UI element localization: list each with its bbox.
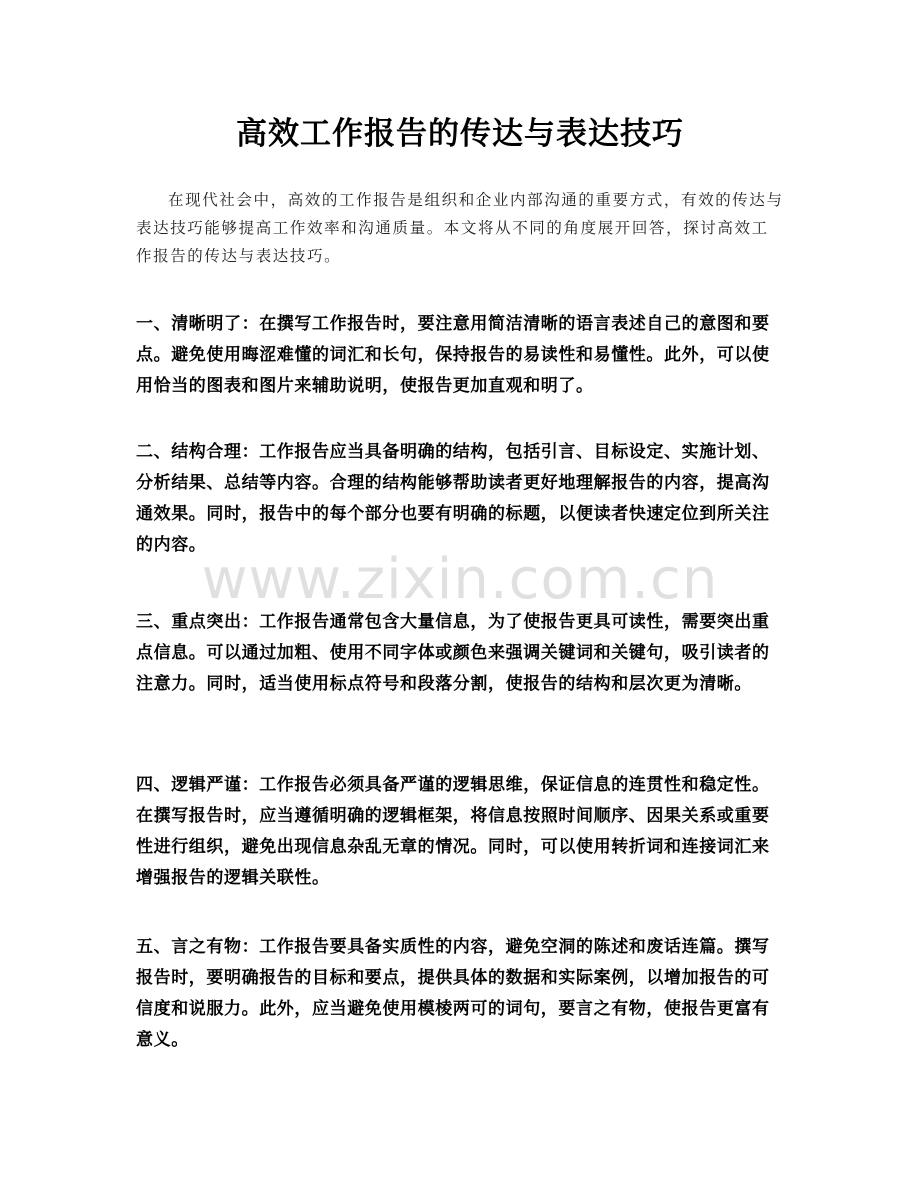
intro-paragraph: 在现代社会中，高效的工作报告是组织和企业内部沟通的重要方式，有效的传达与表达技巧能够提高工作效率和沟通质量。本文将从不同的角度展开回答，探讨高效工作报告的传达与表达技巧。 xyxy=(136,191,784,265)
point-paragraph-2: 二、结构合理：工作报告应当具备明确的结构，包括引言、目标设定、实施计划、分析结果、总结等内容。合理的结构能够帮助读者更好地理解报告的内容，提高沟通效果。同时，报告中的每个部分也要有明确的标题，以便读者快速定位到所关注的内容。 xyxy=(136,442,770,555)
point-paragraph-1: 一、清晰明了：在撰写工作报告时，要注意用简洁清晰的语言表述自己的意图和要点。避免使用晦涩难懂的词汇和长句，保持报告的易读性和易懂性。此外，可以使用恰当的图表和图片来辅助说明，使报告更加直观和明了。 xyxy=(136,314,770,396)
point-paragraph-4: 四、逻辑严谨：工作报告必须具备严谨的逻辑思维，保证信息的连贯性和稳定性。在撰写报告时，应当遵循明确的逻辑框架，将信息按照时间顺序、因果关系或重要性进行组织，避免出现信息杂乱无章的情况。同时，可以使用转折词和连接词汇来增强报告的逻辑关联性。 xyxy=(136,775,770,888)
point-paragraph-3: 三、重点突出：工作报告通常包含大量信息，为了使报告更具可读性，需要突出重点信息。可以通过加粗、使用不同字体或颜色来强调关键词和关键句，吸引读者的注意力。同时，适当使用标点符号和段落分割，使报告的结构和层次更为清晰。 xyxy=(136,612,770,694)
document-title: 高效工作报告的传达与表达技巧 xyxy=(236,116,684,152)
point-paragraph-5: 五、言之有物：工作报告要具备实质性的内容，避免空洞的陈述和废话连篇。撰写报告时，要明确报告的目标和要点，提供具体的数据和实际案例，以增加报告的可信度和说服力。此外，应当避免使用模棱两可的词句，要言之有物，使报告更富有意义。 xyxy=(136,937,770,1050)
watermark: www.zixin.com.cn xyxy=(201,547,719,612)
